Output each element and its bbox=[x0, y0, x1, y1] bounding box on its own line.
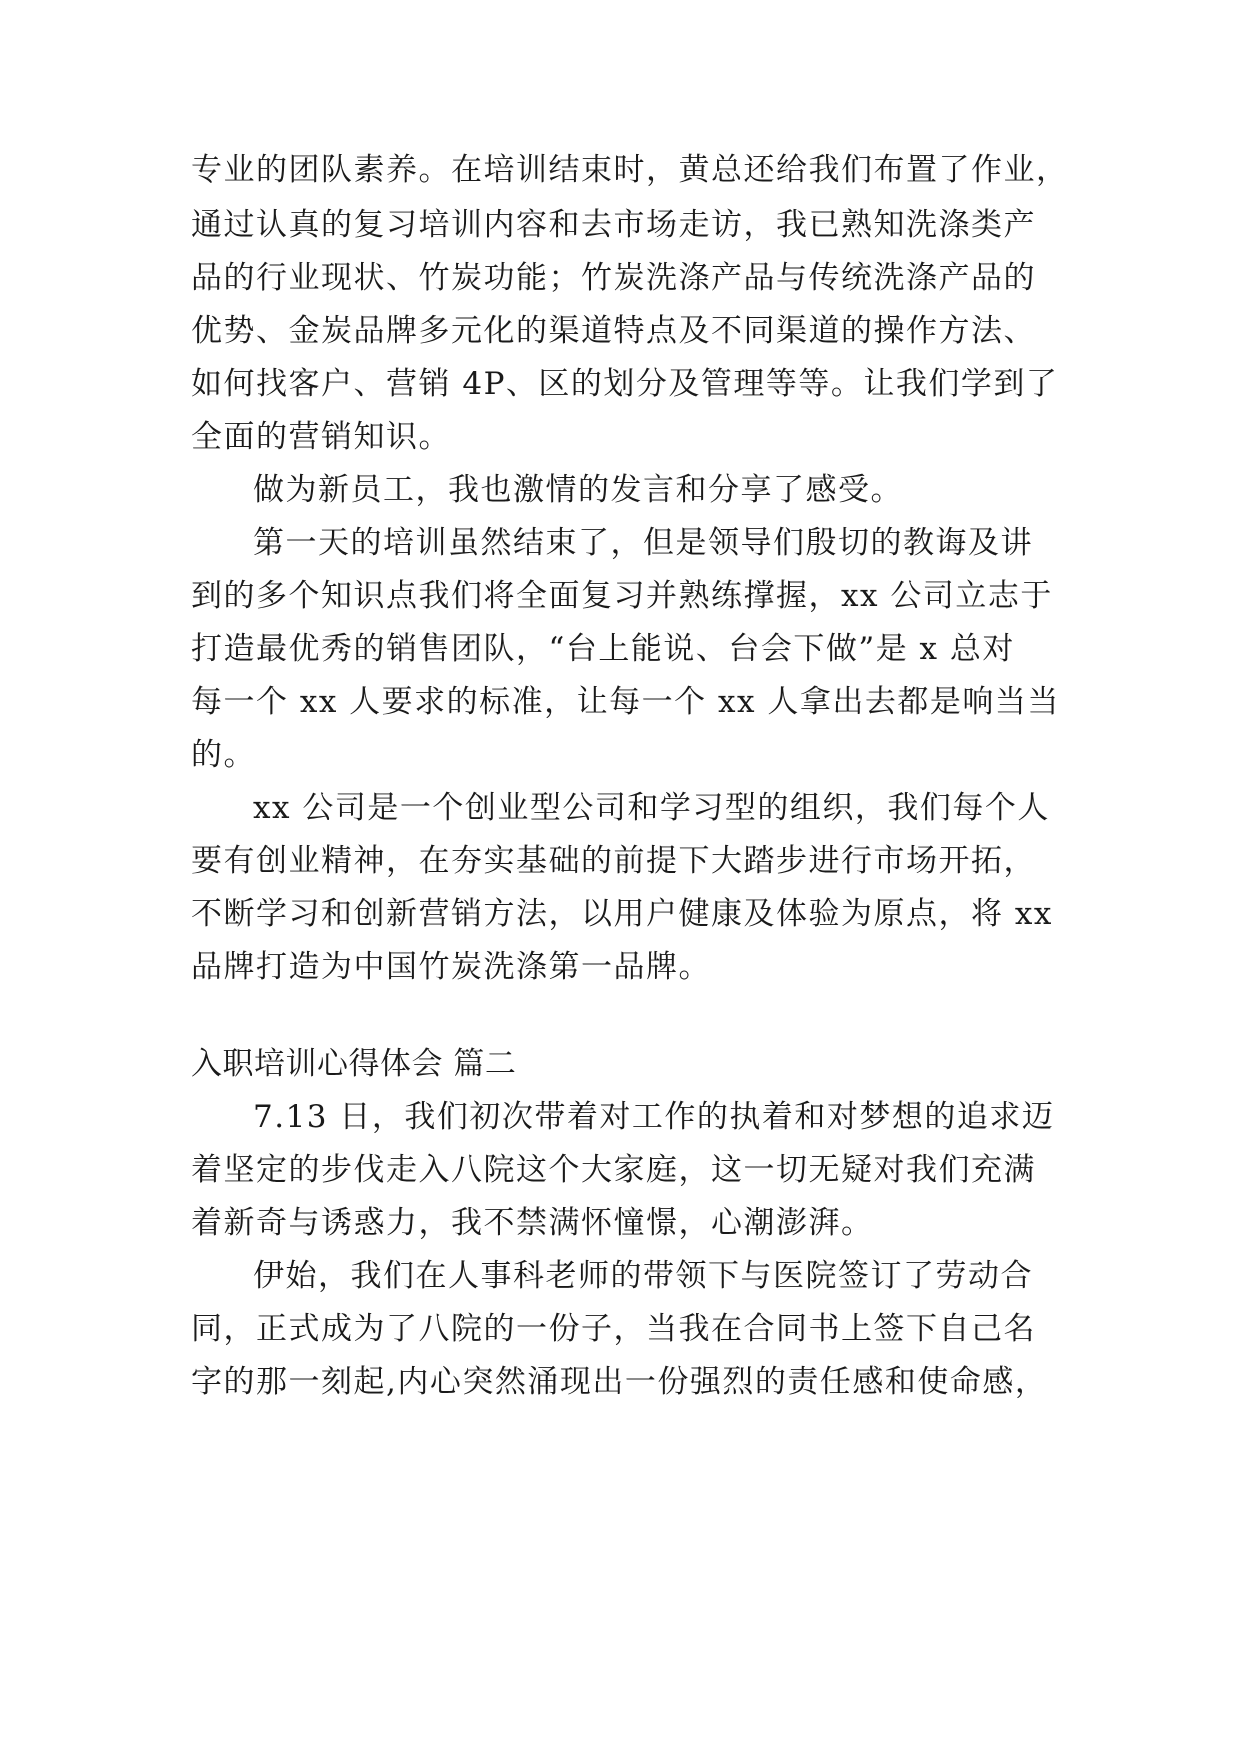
body-text-line: 伊始，我们在人事科老师的带领下与医院签订了劳动合 bbox=[253, 1258, 1033, 1294]
body-text-line: 的。 bbox=[191, 737, 256, 773]
section-heading: 入职培训心得体会 篇二 bbox=[191, 1046, 517, 1082]
body-text-line: 每一个 xx 人要求的标准，让每一个 xx 人拿出去都是响当当 bbox=[191, 684, 1060, 720]
body-text-line: 通过认真的复习培训内容和去市场走访，我已熟知洗涤类产 bbox=[191, 207, 1036, 243]
body-text-line: 第一天的培训虽然结束了，但是领导们殷切的教诲及讲 bbox=[253, 525, 1033, 561]
body-text-line: 7.13 日，我们初次带着对工作的执着和对梦想的追求迈 bbox=[253, 1099, 1055, 1135]
body-text-line: 字的那一刻起,内心突然涌现出一份强烈的责任感和使命感， bbox=[191, 1364, 1048, 1400]
body-text-line: 品牌打造为中国竹炭洗涤第一品牌。 bbox=[191, 949, 711, 985]
body-text-line: 优势、金炭品牌多元化的渠道特点及不同渠道的操作方法、 bbox=[191, 313, 1036, 349]
body-text-line: 专业的团队素养。在培训结束时，黄总还给我们布置了作业， bbox=[191, 152, 1069, 188]
body-text-line: 如何找客户、营销 4P、区的划分及管理等等。让我们学到了 bbox=[191, 366, 1059, 402]
body-text-line: 要有创业精神，在夯实基础的前提下大踏步进行市场开拓， bbox=[191, 843, 1036, 879]
body-text-line: 做为新员工，我也激情的发言和分享了感受。 bbox=[253, 472, 903, 508]
body-text-line: xx 公司是一个创业型公司和学习型的组织，我们每个人 bbox=[253, 790, 1050, 826]
body-text-line: 不断学习和创新营销方法，以用户健康及体验为原点，将 xx bbox=[191, 896, 1053, 932]
body-text-line: 品的行业现状、竹炭功能；竹炭洗涤产品与传统洗涤产品的 bbox=[191, 260, 1036, 296]
body-text-line: 着新奇与诱惑力，我不禁满怀憧憬，心潮澎湃。 bbox=[191, 1205, 874, 1241]
body-text-line: 着坚定的步伐走入八院这个大家庭，这一切无疑对我们充满 bbox=[191, 1152, 1036, 1188]
body-text-line: 到的多个知识点我们将全面复习并熟练撑握，xx 公司立志于 bbox=[191, 578, 1053, 614]
body-text-line: 同，正式成为了八院的一份子，当我在合同书上签下自己名 bbox=[191, 1311, 1036, 1347]
body-text-line: 全面的营销知识。 bbox=[191, 419, 451, 455]
body-text-line: 打造最优秀的销售团队，“台上能说、台会下做”是 x 总对 bbox=[191, 631, 1015, 667]
